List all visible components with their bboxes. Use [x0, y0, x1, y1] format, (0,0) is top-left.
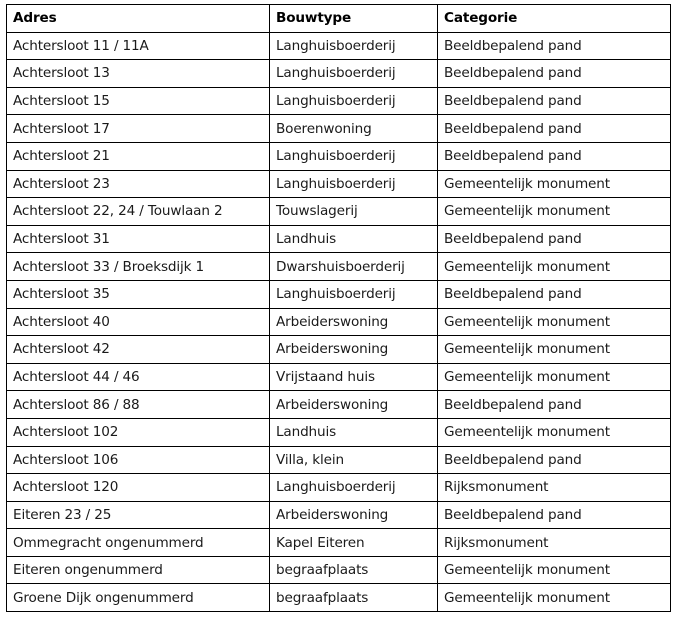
cell-adres: Eiteren ongenummerd: [7, 556, 270, 584]
table-row: [7, 142, 671, 170]
cell-adres: Achtersloot 106: [7, 446, 270, 474]
cell-bouwtype: Langhuisboerderij: [270, 142, 438, 170]
cell-bouwtype: Langhuisboerderij: [270, 170, 438, 198]
table-row: [7, 32, 671, 60]
cell-bouwtype: begraafplaats: [270, 584, 438, 612]
cell-bouwtype: Kapel Eiteren: [270, 529, 438, 557]
cell-bouwtype: Villa, klein: [270, 446, 438, 474]
header-bouwtype: Bouwtype: [270, 5, 438, 33]
cell-bouwtype: Langhuisboerderij: [270, 32, 438, 60]
cell-categorie: Beeldbepalend pand: [438, 446, 671, 474]
table-row: [7, 584, 671, 612]
cell-categorie: Beeldbepalend pand: [438, 32, 671, 60]
cell-bouwtype: Langhuisboerderij: [270, 280, 438, 308]
table-row: [7, 556, 671, 584]
cell-adres: Achtersloot 15: [7, 87, 270, 115]
cell-bouwtype: Arbeiderswoning: [270, 336, 438, 364]
cell-adres: Achtersloot 23: [7, 170, 270, 198]
cell-adres: Achtersloot 33 / Broeksdijk 1: [7, 253, 270, 281]
cell-adres: Achtersloot 11 / 11A: [7, 32, 270, 60]
cell-categorie: Gemeentelijk monument: [438, 198, 671, 226]
cell-categorie: Gemeentelijk monument: [438, 418, 671, 446]
table-row: [7, 418, 671, 446]
table-row: [7, 474, 671, 502]
cell-bouwtype: Landhuis: [270, 225, 438, 253]
cell-categorie: Beeldbepalend pand: [438, 87, 671, 115]
table-row: [7, 60, 671, 88]
cell-categorie: Gemeentelijk monument: [438, 253, 671, 281]
table-row: [7, 87, 671, 115]
cell-categorie: Beeldbepalend pand: [438, 115, 671, 143]
cell-categorie: Gemeentelijk monument: [438, 584, 671, 612]
cell-adres: Achtersloot 17: [7, 115, 270, 143]
table-row: [7, 529, 671, 557]
header-categorie: Categorie: [438, 5, 671, 33]
table-row: [7, 253, 671, 281]
cell-categorie: Gemeentelijk monument: [438, 336, 671, 364]
cell-categorie: Beeldbepalend pand: [438, 142, 671, 170]
header-adres: Adres: [7, 5, 270, 33]
cell-bouwtype: Touwslagerij: [270, 198, 438, 226]
table-row: [7, 115, 671, 143]
table-row: [7, 225, 671, 253]
cell-adres: Eiteren 23 / 25: [7, 501, 270, 529]
table-row: [7, 308, 671, 336]
cell-adres: Achtersloot 40: [7, 308, 270, 336]
cell-bouwtype: Langhuisboerderij: [270, 60, 438, 88]
monuments-table: [6, 4, 671, 612]
table-row: [7, 336, 671, 364]
table-row: [7, 280, 671, 308]
cell-adres: Achtersloot 44 / 46: [7, 363, 270, 391]
cell-bouwtype: Vrijstaand huis: [270, 363, 438, 391]
table-row: [7, 170, 671, 198]
cell-bouwtype: Langhuisboerderij: [270, 87, 438, 115]
cell-bouwtype: Arbeiderswoning: [270, 501, 438, 529]
cell-adres: Achtersloot 102: [7, 418, 270, 446]
table-row: [7, 198, 671, 226]
table-row: [7, 501, 671, 529]
cell-adres: Achtersloot 31: [7, 225, 270, 253]
cell-categorie: Gemeentelijk monument: [438, 363, 671, 391]
cell-adres: Groene Dijk ongenummerd: [7, 584, 270, 612]
cell-categorie: Beeldbepalend pand: [438, 60, 671, 88]
cell-bouwtype: Landhuis: [270, 418, 438, 446]
cell-bouwtype: Dwarshuisboerderij: [270, 253, 438, 281]
cell-adres: Achtersloot 21: [7, 142, 270, 170]
cell-categorie: Rijksmonument: [438, 529, 671, 557]
table-row: [7, 446, 671, 474]
cell-categorie: Beeldbepalend pand: [438, 391, 671, 419]
table-row: [7, 363, 671, 391]
cell-bouwtype: Arbeiderswoning: [270, 391, 438, 419]
header-row: [7, 5, 671, 33]
cell-categorie: Gemeentelijk monument: [438, 556, 671, 584]
cell-adres: Achtersloot 120: [7, 474, 270, 502]
cell-adres: Achtersloot 22, 24 / Touwlaan 2: [7, 198, 270, 226]
cell-adres: Achtersloot 13: [7, 60, 270, 88]
cell-categorie: Beeldbepalend pand: [438, 501, 671, 529]
cell-adres: Achtersloot 86 / 88: [7, 391, 270, 419]
cell-adres: Achtersloot 35: [7, 280, 270, 308]
cell-categorie: Rijksmonument: [438, 474, 671, 502]
cell-categorie: Gemeentelijk monument: [438, 170, 671, 198]
cell-bouwtype: Arbeiderswoning: [270, 308, 438, 336]
cell-adres: Ommegracht ongenummerd: [7, 529, 270, 557]
cell-bouwtype: Boerenwoning: [270, 115, 438, 143]
cell-adres: Achtersloot 42: [7, 336, 270, 364]
cell-bouwtype: Langhuisboerderij: [270, 474, 438, 502]
cell-categorie: Gemeentelijk monument: [438, 308, 671, 336]
cell-bouwtype: begraafplaats: [270, 556, 438, 584]
table-row: [7, 391, 671, 419]
cell-categorie: Beeldbepalend pand: [438, 225, 671, 253]
cell-categorie: Beeldbepalend pand: [438, 280, 671, 308]
